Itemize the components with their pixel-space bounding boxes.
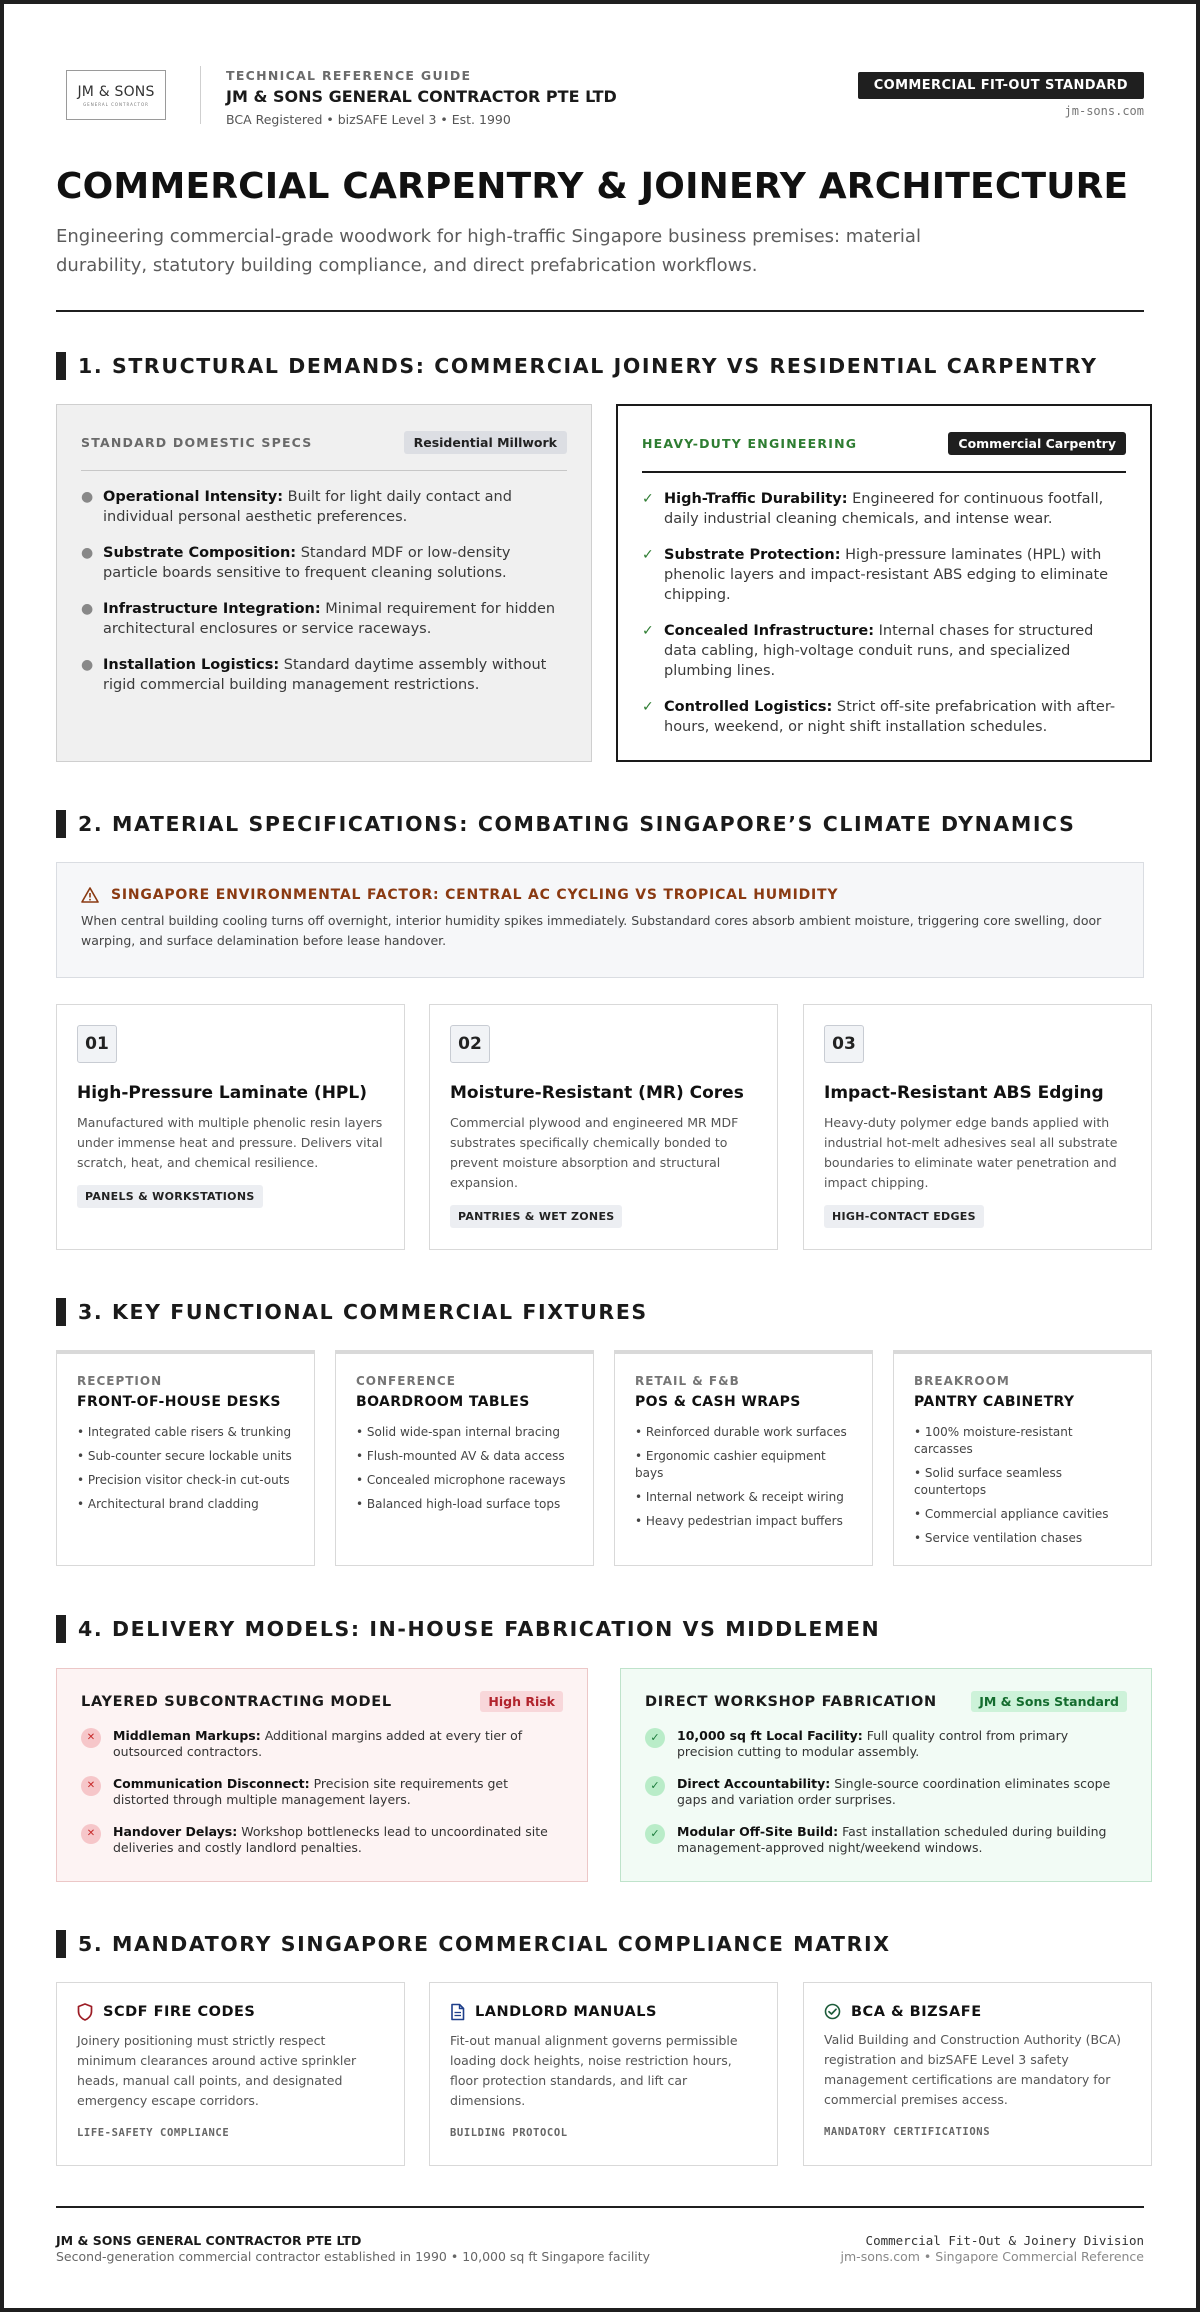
list-item: • Solid wide-span internal bracing bbox=[356, 1425, 560, 1439]
website-link[interactable]: jm-sons.com bbox=[1064, 104, 1144, 118]
item-term: High-Traffic Durability: bbox=[664, 491, 848, 507]
item-text: Precision site requirements get distorted through multiple management layers. bbox=[113, 1776, 509, 1807]
card-text: Manufactured with multiple phenolic resin layers under immense heat and pressure. Delivers vital scratch, heat, and chemical resilience. bbox=[77, 1115, 383, 1170]
compliance-tag: MANDATORY CERTIFICATIONS bbox=[824, 2126, 991, 2138]
item-term: Direct Accountability: bbox=[677, 1776, 831, 1791]
section-marker bbox=[56, 1930, 66, 1958]
fixture-category: CONFERENCE bbox=[356, 1374, 456, 1388]
item-term: 10,000 sq ft Local Facility: bbox=[677, 1728, 863, 1743]
list-item bbox=[81, 655, 567, 695]
list-item: • Solid surface seamless countertops bbox=[914, 1466, 1063, 1497]
item-text: Fast installation scheduled during building management-approved night/weekend windows. bbox=[677, 1824, 1107, 1855]
item-text: Built for light daily contact and individual personal aesthetic preferences. bbox=[103, 489, 512, 525]
item-text: Workshop bottlenecks lead to uncoordinated site deliveries and costly landlord penalties. bbox=[113, 1824, 548, 1855]
item-text: Strict off-site prefabrication with after-hours, weekend, or night shift installation schedules. bbox=[664, 699, 1116, 735]
item-term: Substrate Composition: bbox=[103, 545, 297, 561]
list-item: • Precision visitor check-in cut-outs bbox=[77, 1473, 290, 1487]
standard-badge: COMMERCIAL FIT-OUT STANDARD bbox=[858, 72, 1144, 99]
advantage-list bbox=[645, 1728, 1127, 1856]
list-item bbox=[645, 1776, 1127, 1808]
fixture-card bbox=[335, 1350, 594, 1566]
footer-rule bbox=[56, 2206, 1144, 2208]
list-item: • Ergonomic cashier equipment bays bbox=[635, 1449, 826, 1480]
document-icon bbox=[450, 2003, 465, 2021]
card-number: 02 bbox=[450, 1025, 490, 1063]
compliance-tag: BUILDING PROTOCOL bbox=[450, 2127, 568, 2139]
item-text: Standard daytime assembly without rigid commercial building management restrictions. bbox=[103, 657, 547, 693]
card-title: LAYERED SUBCONTRACTING MODEL bbox=[81, 1693, 392, 1710]
footer-tagline: Second-generation commercial contractor established in 1990 • 10,000 sq ft Singapore facility bbox=[56, 2249, 651, 2264]
alert-text: When central building cooling turns off overnight, interior humidity spikes immediately. Substandard cores absorb ambient moisture, triggering core swelling, door warping, and surface delamination before lease handover. bbox=[81, 913, 1102, 948]
section-3-heading bbox=[56, 1298, 648, 1326]
application-tag: PANTRIES & WET ZONES bbox=[450, 1205, 622, 1228]
compliance-card bbox=[56, 1982, 405, 2166]
card-header bbox=[450, 2003, 757, 2021]
list-item: • Sub-counter secure lockable units bbox=[77, 1449, 292, 1463]
item-term: Concealed Infrastructure: bbox=[664, 623, 875, 639]
warning-icon bbox=[81, 887, 99, 903]
list-item: • Flush-mounted AV & data access bbox=[356, 1449, 565, 1463]
cross-icon: ✕ bbox=[81, 1824, 101, 1844]
list-item bbox=[81, 487, 567, 527]
section-marker bbox=[56, 810, 66, 838]
list-item: • Integrated cable risers & trunking bbox=[77, 1425, 292, 1439]
card-number: 01 bbox=[77, 1025, 117, 1063]
list-item: • Concealed microphone raceways bbox=[356, 1473, 566, 1487]
card-title: SCDF FIRE CODES bbox=[103, 2004, 256, 2020]
card-title: High-Pressure Laminate (HPL) bbox=[77, 1083, 367, 1103]
fixture-card bbox=[614, 1350, 873, 1566]
list-item bbox=[642, 621, 1126, 681]
shield-icon bbox=[77, 2003, 93, 2021]
fixture-category: BREAKROOM bbox=[914, 1374, 1010, 1388]
card-text: Joinery positioning must strictly respect minimum clearances around active sprinkler heads, manual call points, and designated emergency escape corridors. bbox=[77, 2033, 357, 2108]
check-icon: ✓ bbox=[645, 1728, 665, 1748]
fixture-title: POS & CASH WRAPS bbox=[635, 1394, 801, 1410]
card-header bbox=[824, 2003, 1131, 2020]
residential-tag: Residential Millwork bbox=[404, 431, 567, 454]
list-item bbox=[81, 1824, 563, 1856]
document-header bbox=[56, 66, 1144, 126]
section-title: 1. STRUCTURAL DEMANDS: COMMERCIAL JOINERY VS RESIDENTIAL CARPENTRY bbox=[78, 354, 1098, 378]
item-text: Single-source coordination eliminates scope gaps and variation order surprises. bbox=[677, 1776, 1111, 1807]
section-title: 3. KEY FUNCTIONAL COMMERCIAL FIXTURES bbox=[78, 1300, 648, 1324]
item-text: Internal chases for structured data cabling, high-voltage conduit runs, and specialized plumbing lines. bbox=[664, 623, 1094, 679]
fixture-feature-list bbox=[356, 1424, 573, 1513]
fixture-category: RECEPTION bbox=[77, 1374, 163, 1388]
list-item bbox=[645, 1824, 1127, 1856]
cross-icon: ✕ bbox=[81, 1776, 101, 1796]
item-text: Additional margins added at every tier of outsourced contractors. bbox=[113, 1728, 523, 1759]
card-text: Commercial plywood and engineered MR MDF substrates specifically chemically bonded to prevent moisture absorption and structural expansion. bbox=[450, 1115, 739, 1190]
item-term: Substrate Protection: bbox=[664, 547, 841, 563]
card-header bbox=[77, 2003, 384, 2021]
item-text: Full quality control from primary precision cutting to modular assembly. bbox=[677, 1728, 1069, 1759]
logo-text: JM & SONS bbox=[77, 83, 155, 100]
material-card bbox=[803, 1004, 1152, 1250]
item-term: Controlled Logistics: bbox=[664, 699, 833, 715]
fixture-card bbox=[893, 1350, 1152, 1566]
check-icon: ✓ bbox=[642, 623, 654, 639]
item-text: Engineered for continuous footfall, daily industrial cleaning chemicals, and intense wear. bbox=[664, 491, 1104, 527]
page-title: COMMERCIAL CARPENTRY & JOINERY ARCHITECTURE bbox=[56, 166, 1129, 207]
list-item: • Reinforced durable work surfaces bbox=[635, 1425, 847, 1439]
risk-badge: High Risk bbox=[480, 1691, 563, 1712]
list-item bbox=[642, 489, 1126, 529]
standard-badge: JM & Sons Standard bbox=[971, 1691, 1127, 1712]
item-term: Infrastructure Integration: bbox=[103, 601, 321, 617]
fixture-card bbox=[56, 1350, 315, 1566]
commercial-specs-card bbox=[616, 404, 1152, 762]
card-title: Moisture-Resistant (MR) Cores bbox=[450, 1083, 744, 1103]
cross-icon: ✕ bbox=[81, 1728, 101, 1748]
card-text: Heavy-duty polymer edge bands applied with industrial hot-melt adhesives seal all substrate boundaries to eliminate water penetration and impact chipping. bbox=[824, 1115, 1118, 1190]
page-subtitle: Engineering commercial-grade woodwork for high-traffic Singapore business premises: material durability, statutory building compliance, and direct prefabrication workflows. bbox=[56, 226, 921, 276]
list-item bbox=[642, 697, 1126, 737]
footer-reference: jm-sons.com • Singapore Commercial Reference bbox=[840, 2249, 1144, 2264]
application-tag: PANELS & WORKSTATIONS bbox=[77, 1185, 263, 1208]
section-title: 2. MATERIAL SPECIFICATIONS: COMBATING SINGAPORE’S CLIMATE DYNAMICS bbox=[78, 812, 1076, 836]
compliance-card bbox=[429, 1982, 778, 2166]
fixture-title: PANTRY CABINETRY bbox=[914, 1394, 1075, 1410]
card-title: Impact-Resistant ABS Edging bbox=[824, 1083, 1104, 1103]
section-marker bbox=[56, 1298, 66, 1326]
alert-title-row bbox=[81, 887, 1119, 903]
list-item: • Commercial appliance cavities bbox=[914, 1507, 1109, 1521]
card-header bbox=[645, 1691, 1127, 1712]
section-5-heading bbox=[56, 1930, 891, 1958]
subcontracting-model-card bbox=[56, 1668, 588, 1882]
card-text: Fit-out manual alignment governs permissible loading dock heights, noise restriction hours, floor protection standards, and lift car dimensions. bbox=[450, 2033, 738, 2108]
list-item: • Heavy pedestrian impact buffers bbox=[635, 1514, 843, 1528]
card-header bbox=[642, 432, 1126, 473]
section-4-heading bbox=[56, 1615, 880, 1643]
card-text: Valid Building and Construction Authority (BCA) registration and bizSAFE Level 3 safety management certifications are mandatory for commercial premises access. bbox=[824, 2032, 1122, 2107]
item-text: High-pressure laminates (HPL) with phenolic layers and impact-resistant ABS edging to eliminate chipping. bbox=[664, 547, 1109, 603]
item-term: Communication Disconnect: bbox=[113, 1776, 310, 1791]
check-icon: ✓ bbox=[642, 491, 654, 507]
residential-specs-card bbox=[56, 404, 592, 762]
card-title: BCA & BIZSAFE bbox=[851, 2003, 982, 2020]
item-term: Handover Delays: bbox=[113, 1824, 238, 1839]
check-icon: ✓ bbox=[642, 699, 654, 715]
company-logo bbox=[66, 70, 166, 120]
commercial-tag: Commercial Carpentry bbox=[948, 432, 1126, 455]
check-icon: ✓ bbox=[642, 547, 654, 563]
card-label: HEAVY-DUTY ENGINEERING bbox=[642, 436, 858, 451]
footer-company: JM & SONS GENERAL CONTRACTOR PTE LTD bbox=[56, 2233, 362, 2248]
item-term: Middleman Markups: bbox=[113, 1728, 261, 1743]
fixture-title: FRONT-OF-HOUSE DESKS bbox=[77, 1394, 281, 1410]
bullet-icon: ● bbox=[81, 545, 94, 561]
logo-subtext: GENERAL CONTRACTOR bbox=[83, 101, 149, 107]
section-marker bbox=[56, 1615, 66, 1643]
alert-title: SINGAPORE ENVIRONMENTAL FACTOR: CENTRAL AC CYCLING VS TROPICAL HUMIDITY bbox=[111, 887, 839, 903]
check-icon: ✓ bbox=[645, 1776, 665, 1796]
bullet-icon: ● bbox=[81, 601, 94, 617]
environment-alert bbox=[56, 862, 1144, 978]
company-meta: BCA Registered • bizSAFE Level 3 • Est. 1990 bbox=[226, 112, 511, 127]
compliance-tag: LIFE-SAFETY COMPLIANCE bbox=[77, 2127, 230, 2139]
card-header bbox=[81, 1691, 563, 1712]
fixture-title: BOARDROOM TABLES bbox=[356, 1394, 530, 1410]
card-number: 03 bbox=[824, 1025, 864, 1063]
list-item: • Architectural brand cladding bbox=[77, 1497, 259, 1511]
section-2-heading bbox=[56, 810, 1075, 838]
item-term: Operational Intensity: bbox=[103, 489, 284, 505]
bullet-icon: ● bbox=[81, 489, 94, 505]
list-item: • Service ventilation chases bbox=[914, 1531, 1083, 1545]
compliance-card bbox=[803, 1982, 1152, 2166]
fixture-feature-list bbox=[914, 1424, 1131, 1547]
brand-block bbox=[226, 68, 617, 127]
list-item bbox=[81, 599, 567, 639]
application-tag: HIGH-CONTACT EDGES bbox=[824, 1205, 984, 1228]
check-circle-icon bbox=[824, 2003, 841, 2020]
item-term: Modular Off-Site Build: bbox=[677, 1824, 839, 1839]
list-item bbox=[642, 545, 1126, 605]
material-card bbox=[56, 1004, 405, 1250]
list-item bbox=[81, 1728, 563, 1760]
item-text: Minimal requirement for hidden architectural enclosures or service raceways. bbox=[103, 601, 556, 637]
list-item bbox=[81, 543, 567, 583]
card-title: DIRECT WORKSHOP FABRICATION bbox=[645, 1693, 937, 1710]
item-text: Standard MDF or low-density particle boards sensitive to frequent cleaning solutions. bbox=[103, 545, 511, 581]
card-header bbox=[81, 431, 567, 471]
fixture-category: RETAIL & F&B bbox=[635, 1374, 740, 1388]
risk-list bbox=[81, 1728, 563, 1856]
header-rule bbox=[56, 310, 1144, 312]
section-1-heading bbox=[56, 352, 1098, 380]
commercial-spec-list bbox=[642, 489, 1126, 737]
material-card bbox=[429, 1004, 778, 1250]
card-label: STANDARD DOMESTIC SPECS bbox=[81, 435, 313, 450]
company-name: JM & SONS GENERAL CONTRACTOR PTE LTD bbox=[226, 87, 617, 106]
residential-spec-list bbox=[81, 487, 567, 695]
section-marker bbox=[56, 352, 66, 380]
list-item bbox=[81, 1776, 563, 1808]
fixture-feature-list bbox=[635, 1424, 852, 1530]
bullet-icon: ● bbox=[81, 657, 94, 673]
card-title: LANDLORD MANUALS bbox=[475, 2004, 657, 2020]
list-item: • Balanced high-load surface tops bbox=[356, 1497, 561, 1511]
list-item bbox=[645, 1728, 1127, 1760]
list-item: • Internal network & receipt wiring bbox=[635, 1490, 844, 1504]
section-title: 4. DELIVERY MODELS: IN-HOUSE FABRICATION VS MIDDLEMEN bbox=[78, 1617, 881, 1641]
header-divider bbox=[200, 66, 201, 124]
check-icon: ✓ bbox=[645, 1824, 665, 1844]
list-item: • 100% moisture-resistant carcasses bbox=[914, 1425, 1073, 1456]
guide-eyebrow: TECHNICAL REFERENCE GUIDE bbox=[226, 68, 472, 83]
footer-division: Commercial Fit-Out & Joinery Division bbox=[865, 2233, 1144, 2248]
item-term: Installation Logistics: bbox=[103, 657, 280, 673]
direct-fabrication-card bbox=[620, 1668, 1152, 1882]
section-title: 5. MANDATORY SINGAPORE COMMERCIAL COMPLIANCE MATRIX bbox=[78, 1932, 891, 1956]
fixture-feature-list bbox=[77, 1424, 294, 1513]
